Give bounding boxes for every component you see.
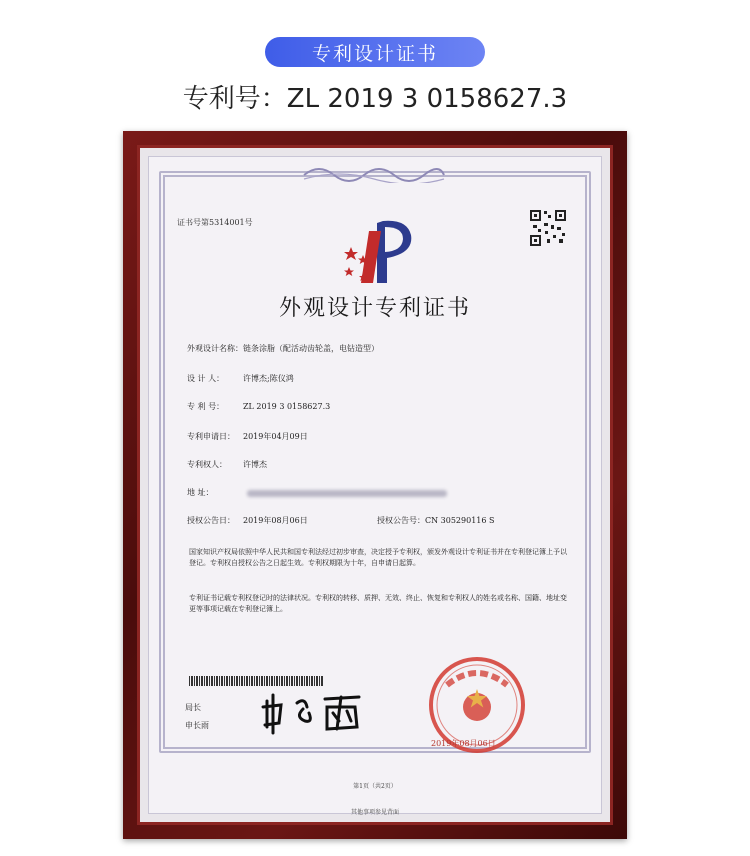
director-name: 申长雨 bbox=[185, 721, 209, 730]
certificate-badge: 专利设计证书 bbox=[265, 37, 485, 67]
field-value: 许博杰 bbox=[243, 460, 267, 469]
field-value: 2019年04月09日 bbox=[243, 432, 308, 441]
field-label: 授权公告号： bbox=[377, 516, 425, 525]
field-designer bbox=[187, 373, 294, 384]
field-value: CN 305290116 S bbox=[425, 516, 495, 525]
grant-paragraph: 国家知识产权局依照中华人民共和国专利法经过初步审查，决定授予专利权，颁发外观设计专利证书并在专利登记簿上予以登记。专利权自授权公告之日起生效。专利权期限为十年，自申请日起算。 bbox=[189, 548, 567, 567]
scroll-ornament-icon bbox=[299, 163, 449, 183]
certificate-title: 外观设计专利证书 bbox=[278, 296, 471, 321]
field-patent-number bbox=[187, 401, 330, 412]
cnipa-logo-icon bbox=[339, 213, 419, 291]
field-value: 链条涂脂（配活动齿轮盖，电钻造型） bbox=[243, 344, 379, 353]
redacted-address bbox=[247, 490, 447, 497]
field-grant-date bbox=[187, 515, 308, 526]
field-design-name bbox=[187, 343, 379, 354]
qr-code-icon bbox=[529, 209, 567, 247]
field-label: 地 址： bbox=[187, 488, 214, 497]
field-grant-number bbox=[377, 515, 495, 526]
director-signature-icon bbox=[259, 687, 369, 735]
patent-number-heading: 专利号：ZL 2019 3 0158627.3 bbox=[182, 84, 568, 114]
page-number: 第1页（共2页） bbox=[353, 783, 397, 790]
field-application-date bbox=[187, 431, 308, 442]
seal-date: 2019年08月06日 bbox=[431, 739, 496, 748]
legal-paragraph: 专利证书记载专利权登记时的法律状况。专利权的转移、质押、无效、终止、恢复和专利权人的姓名或名称、国籍、地址变更等事项记载在专利登记簿上。 bbox=[189, 594, 567, 613]
barcode bbox=[189, 676, 324, 686]
certificate-frame bbox=[123, 131, 627, 839]
field-value: 2019年08月06日 bbox=[243, 516, 308, 525]
field-value: 许博杰;陈仪鸿 bbox=[243, 374, 294, 383]
field-label: 专利权人： bbox=[187, 460, 227, 469]
field-label: 外观设计名称： bbox=[187, 344, 243, 353]
field-address bbox=[187, 487, 447, 498]
field-value: ZL 2019 3 0158627.3 bbox=[243, 402, 331, 411]
field-label: 设 计 人： bbox=[187, 374, 225, 383]
director-title: 局长 bbox=[185, 703, 201, 712]
frame-inner bbox=[137, 145, 613, 825]
certificate-number: 证书号第5314001号 bbox=[177, 218, 253, 227]
field-label: 专利申请日： bbox=[187, 432, 235, 441]
field-label: 专 利 号： bbox=[187, 402, 225, 411]
field-patentee bbox=[187, 459, 267, 470]
field-label: 授权公告日： bbox=[187, 516, 235, 525]
certificate-paper bbox=[148, 156, 602, 814]
see-back-note: 其他事项参见背面 bbox=[350, 809, 399, 816]
